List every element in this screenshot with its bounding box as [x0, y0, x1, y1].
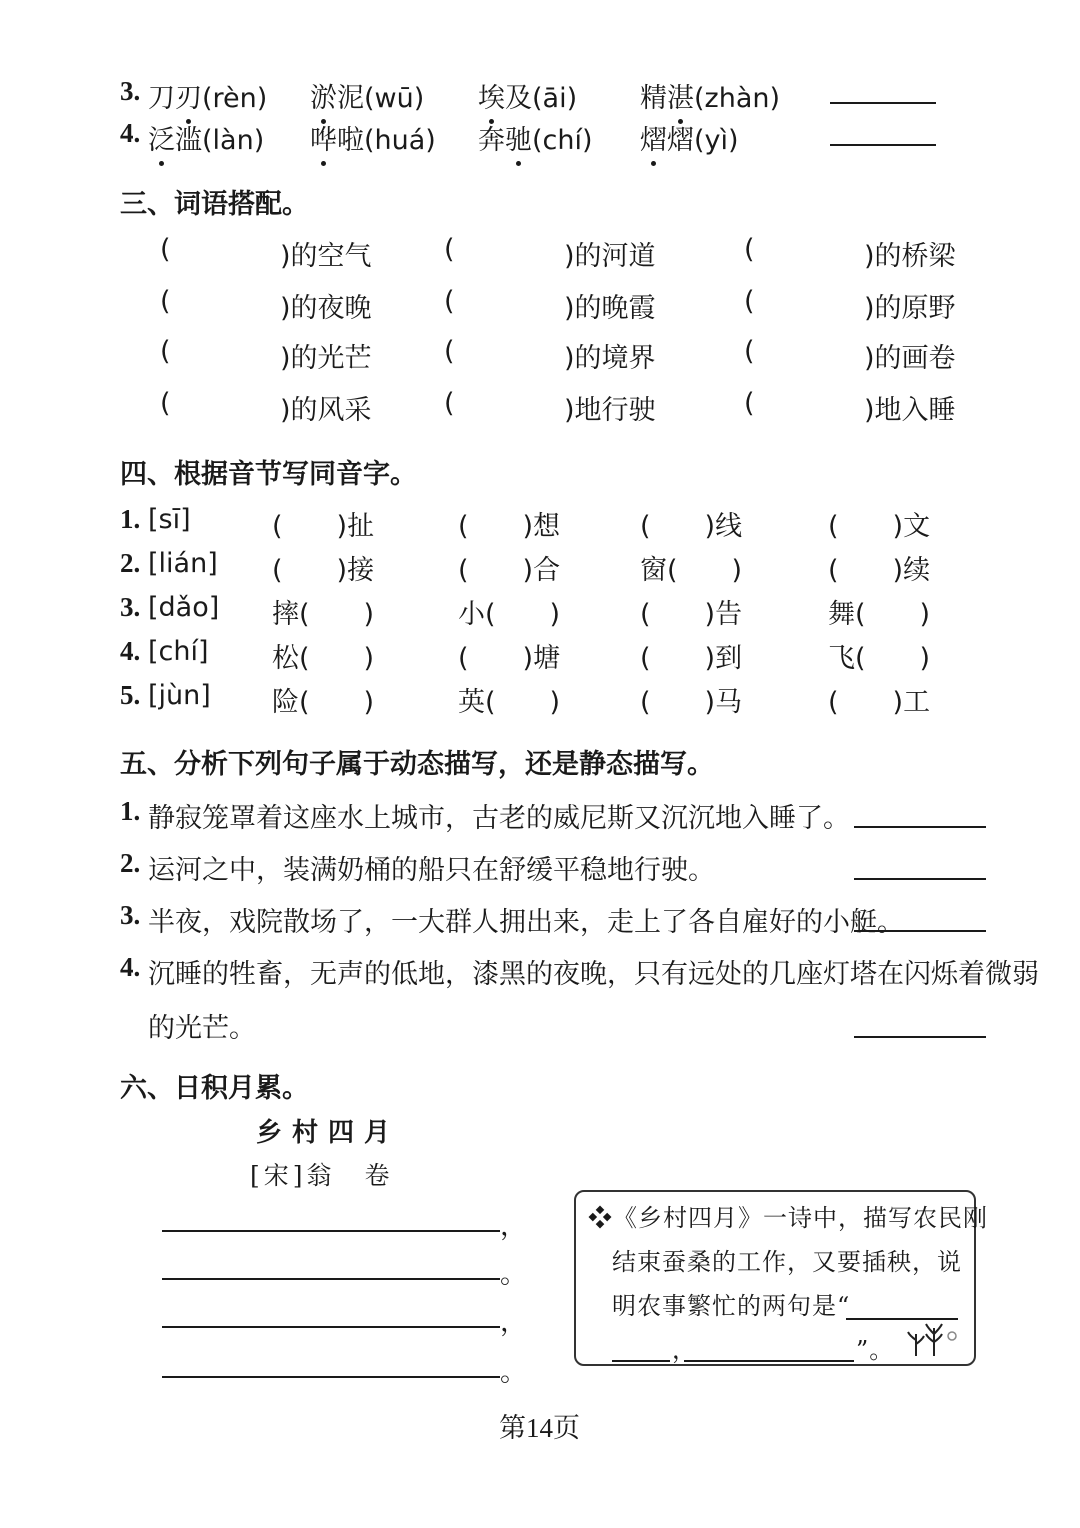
pinyin-word: [310, 118, 436, 157]
answer-blank[interactable]: [854, 930, 986, 932]
section-6-title: 六、日积月累。: [120, 1073, 309, 1104]
box-line-2: 结束蚕桑的工作，又要插秧，说: [612, 1248, 962, 1276]
word-suffix: 啦(huá): [337, 125, 436, 156]
pinyin-word: [148, 118, 264, 157]
dotted-character: 刃: [175, 76, 202, 115]
close-paren: ): [864, 395, 875, 426]
word-prefix: 精: [640, 83, 667, 114]
homophone-blank[interactable]: ( )扯: [272, 511, 375, 542]
homophone-blank[interactable]: ( )续: [828, 555, 931, 586]
open-paren[interactable]: (: [444, 388, 455, 419]
close-paren: ): [280, 395, 291, 426]
word-suffix: (rèn): [202, 83, 268, 114]
poem-line-blank[interactable]: [162, 1326, 500, 1328]
poem-line-punctuation: 。: [500, 1259, 527, 1290]
pinyin-syllable: [jùn]: [148, 680, 211, 711]
open-paren[interactable]: (: [160, 286, 171, 317]
close-paren: ): [280, 241, 291, 272]
collocation-word: [280, 234, 372, 273]
close-paren: ): [864, 293, 875, 324]
pinyin-syllable: [chí]: [148, 636, 209, 667]
homophone-blank[interactable]: ( )到: [640, 643, 743, 674]
open-paren[interactable]: (: [444, 234, 455, 265]
dotted-character: 熠: [640, 118, 667, 157]
homophone-blank[interactable]: 小( ): [458, 599, 561, 630]
collocation-word: [564, 234, 656, 273]
open-paren[interactable]: (: [744, 234, 755, 265]
homophone-blank[interactable]: 英( ): [458, 687, 561, 718]
word-suffix: 及(āi): [505, 83, 578, 114]
close-paren: ): [280, 293, 291, 324]
homophone-blank[interactable]: ( )线: [640, 511, 743, 542]
collocation-word: [864, 286, 956, 325]
word-suffix: 熠(yì): [667, 125, 739, 156]
homophone-blank[interactable]: ( )接: [272, 555, 375, 586]
word-prefix: 刀: [148, 83, 175, 114]
item-number: 4.: [120, 118, 141, 148]
close-paren: ): [564, 343, 575, 374]
word-suffix: (chí): [532, 125, 593, 156]
sprout-icon: [906, 1322, 962, 1358]
homophone-blank[interactable]: 摔( ): [272, 599, 375, 630]
box-comma: ，: [672, 1336, 697, 1364]
answer-blank[interactable]: [854, 1036, 986, 1038]
collocation-word: [864, 336, 956, 375]
pinyin-syllable: [lián]: [148, 548, 218, 579]
dotted-character: 埃: [478, 76, 505, 115]
poem-line-blank[interactable]: [162, 1230, 500, 1232]
answer-blank[interactable]: [854, 826, 986, 828]
item-number: 1.: [120, 796, 141, 826]
answer-blank[interactable]: [830, 144, 936, 146]
close-paren: ): [280, 343, 291, 374]
section-3-title: 三、词语搭配。: [120, 189, 309, 220]
collocation-text: 的空气: [290, 241, 372, 272]
collocation-word: [864, 388, 956, 427]
homophone-blank[interactable]: ( )文: [828, 511, 931, 542]
sentence-text: 运河之中，装满奶桶的船只在舒缓平稳地行驶。: [148, 855, 715, 886]
item-number: 2.: [120, 548, 141, 578]
pinyin-word: [148, 76, 267, 115]
item-number: 3.: [120, 900, 141, 930]
dotted-character: 泛: [148, 118, 175, 157]
homophone-blank[interactable]: 松( ): [272, 643, 375, 674]
collocation-text: 的夜晚: [290, 293, 372, 324]
item-number: 3.: [120, 592, 141, 622]
box-line-1: ❖《乡村四月》一诗中，描写农民刚: [588, 1204, 988, 1232]
collocation-word: [280, 388, 372, 427]
collocation-text: 的境界: [574, 343, 656, 374]
close-paren: ): [864, 343, 875, 374]
box-answer-blank-2[interactable]: [612, 1360, 670, 1362]
poem-line-punctuation: ，: [500, 1307, 527, 1338]
collocation-text: 地入睡: [874, 395, 956, 426]
word-prefix: 奔: [478, 125, 505, 156]
dotted-character: 淤: [310, 76, 337, 115]
box-answer-blank-3[interactable]: [684, 1360, 854, 1362]
poem-title: 乡村四月: [256, 1118, 401, 1148]
sentence-continuation: 的光芒。: [148, 1013, 256, 1044]
open-paren[interactable]: (: [160, 234, 171, 265]
pinyin-word: [478, 118, 593, 157]
answer-blank[interactable]: [830, 102, 936, 104]
close-paren: ): [564, 293, 575, 324]
word-suffix: 泥(wū): [337, 83, 425, 114]
homophone-blank[interactable]: ( )工: [828, 687, 931, 718]
collocation-word: [564, 388, 656, 427]
sentence-text: 静寂笼罩着这座水上城市，古老的威尼斯又沉沉地入睡了。: [148, 803, 850, 834]
poem-line-blank[interactable]: [162, 1278, 500, 1280]
homophone-blank[interactable]: 险( ): [272, 687, 375, 718]
open-paren[interactable]: (: [160, 336, 171, 367]
dotted-character: 驰: [505, 118, 532, 157]
homophone-blank[interactable]: ( )想: [458, 511, 561, 542]
pinyin-word: [478, 76, 577, 115]
open-paren[interactable]: (: [744, 336, 755, 367]
open-paren[interactable]: (: [444, 286, 455, 317]
page-number: 第14页: [499, 1413, 580, 1443]
poem-line-punctuation: 。: [500, 1357, 527, 1388]
section-4-title: 四、根据音节写同音字。: [120, 459, 417, 490]
poem-author: [宋]翁 卷: [250, 1161, 394, 1190]
homophone-blank[interactable]: ( )塘: [458, 643, 561, 674]
box-line-3: 明农事繁忙的两句是“: [612, 1292, 851, 1320]
collocation-text: 的桥梁: [874, 241, 956, 272]
section-5-title: 五、分析下列句子属于动态描写，还是静态描写。: [120, 749, 714, 780]
collocation-word: [280, 336, 372, 375]
box-answer-blank-1[interactable]: [846, 1318, 958, 1320]
collocation-text: 的光芒: [290, 343, 372, 374]
homophone-blank[interactable]: 窗( ): [640, 555, 743, 586]
collocation-text: 的画卷: [874, 343, 956, 374]
collocation-text: 的原野: [874, 293, 956, 324]
collocation-text: 的河道: [574, 241, 656, 272]
homophone-blank[interactable]: 飞( ): [828, 643, 931, 674]
collocation-text: 地行驶: [574, 395, 656, 426]
collocation-text: 的晚霞: [574, 293, 656, 324]
question-box: [574, 1190, 988, 1366]
pinyin-word: [640, 76, 780, 115]
dotted-character: 哗: [310, 118, 337, 157]
dotted-character: 湛: [667, 76, 694, 115]
close-paren: ): [564, 395, 575, 426]
open-paren[interactable]: (: [744, 388, 755, 419]
collocation-word: [564, 336, 656, 375]
item-number: 1.: [120, 504, 141, 534]
word-suffix: (zhàn): [694, 83, 781, 114]
collocation-word: [864, 234, 956, 273]
homophone-blank[interactable]: 舞( ): [828, 599, 931, 630]
item-number: 3.: [120, 76, 141, 106]
pinyin-syllable: [sī]: [148, 504, 191, 535]
pinyin-word: [640, 118, 739, 157]
answer-blank[interactable]: [854, 878, 986, 880]
sentence-text: 半夜，戏院散场了，一大群人拥出来，走上了各自雇好的小艇。: [148, 907, 904, 938]
open-paren[interactable]: (: [160, 388, 171, 419]
homophone-blank[interactable]: ( )马: [640, 687, 743, 718]
collocation-text: 的风采: [290, 395, 372, 426]
poem-line-punctuation: ，: [500, 1211, 527, 1242]
homophone-blank[interactable]: ( )告: [640, 599, 743, 630]
open-paren[interactable]: (: [444, 336, 455, 367]
pinyin-syllable: [dǎo]: [148, 592, 220, 623]
word-suffix: 滥(làn): [175, 125, 265, 156]
poem-line-blank[interactable]: [162, 1376, 500, 1378]
item-number: 2.: [120, 848, 141, 878]
close-paren: ): [564, 241, 575, 272]
item-number: 5.: [120, 680, 141, 710]
sentence-text: 沉睡的牲畜，无声的低地，漆黑的夜晚，只有远处的几座灯塔在闪烁着微弱: [148, 959, 1039, 990]
close-paren: ): [864, 241, 875, 272]
collocation-word: [564, 286, 656, 325]
item-number: 4.: [120, 952, 141, 982]
open-paren[interactable]: (: [744, 286, 755, 317]
item-number: 4.: [120, 636, 141, 666]
box-end: ”。: [856, 1336, 895, 1364]
pinyin-word: [310, 76, 424, 115]
homophone-blank[interactable]: ( )合: [458, 555, 561, 586]
collocation-word: [280, 286, 372, 325]
